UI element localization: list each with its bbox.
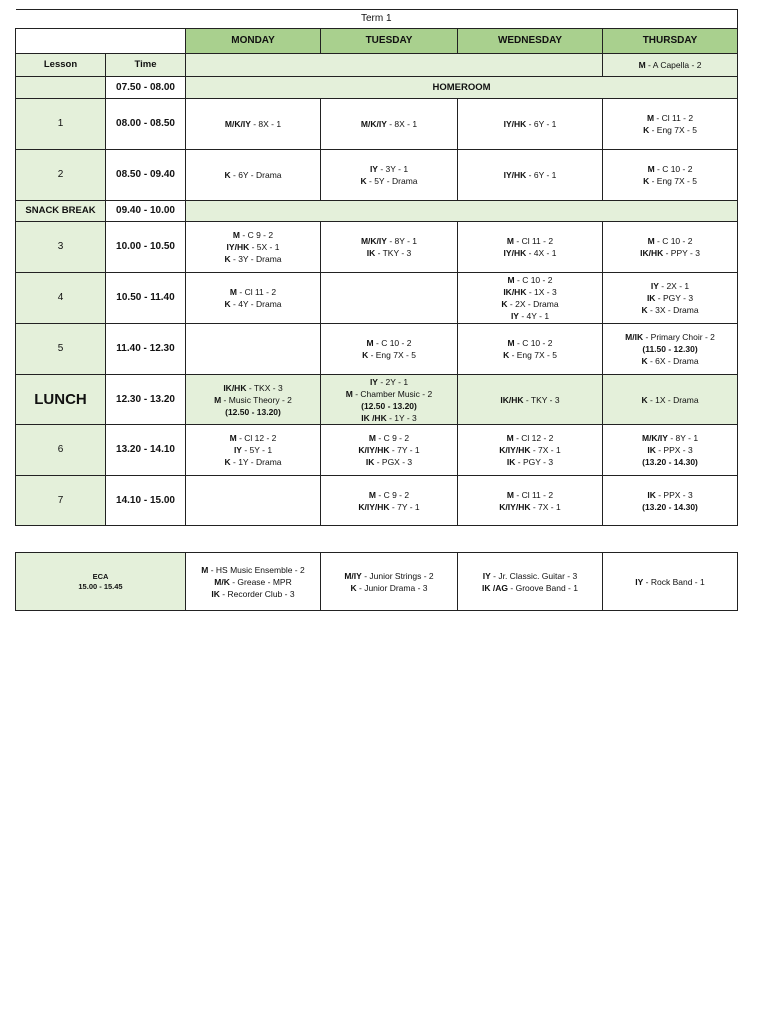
eca-cell — [186, 553, 321, 611]
cell-line — [321, 456, 457, 468]
cell-line — [603, 394, 737, 406]
cell-code: M — [229, 287, 238, 297]
snack-break-label: SNACK BREAK — [16, 201, 106, 222]
cell-code: IK /AG — [482, 582, 509, 593]
cell-code: IK/HK — [640, 248, 664, 258]
cell-text: - Primary Choir - 2 — [643, 332, 715, 342]
cell-text: - Eng 7X - 5 — [509, 350, 557, 360]
cell-code: IY/HK — [226, 242, 250, 252]
cell-code: K/IY/HK — [358, 445, 390, 455]
cell-code: IK/HK — [223, 382, 247, 393]
cell-code: IY/HK — [503, 170, 527, 180]
eca-time: 15.00 - 15.45 — [78, 581, 123, 591]
cell-line — [186, 406, 320, 418]
class-cell — [603, 324, 738, 375]
cell-code: IK — [646, 293, 656, 303]
cell-text: - Cl 11 - 2 — [237, 287, 277, 297]
cell-line — [321, 337, 457, 349]
cell-code: M/IY — [344, 570, 362, 581]
cell-code: K/IY/HK — [358, 501, 390, 512]
cell-line — [603, 124, 737, 136]
cell-code: IK — [365, 457, 375, 467]
cell-line — [321, 175, 457, 187]
class-cell — [321, 324, 458, 375]
cell-text: - Cl 11 - 2 — [514, 236, 554, 246]
class-cell — [186, 150, 321, 201]
cell-line — [603, 163, 737, 175]
class-cell — [603, 476, 738, 526]
cell-code: M — [638, 60, 646, 70]
lesson-number: 2 — [16, 150, 106, 201]
cell-line — [458, 169, 602, 181]
cell-line — [458, 274, 602, 286]
cell-text: - Eng 7X - 5 — [649, 176, 697, 186]
cell-code: M — [647, 164, 655, 174]
cell-code: IY — [650, 281, 659, 291]
lesson-time: 10.50 - 11.40 — [106, 273, 186, 324]
day-wednesday: WEDNESDAY — [458, 29, 603, 54]
cell-text: - TKY - 3 — [523, 394, 560, 405]
cell-line — [603, 304, 737, 316]
class-cell — [603, 150, 738, 201]
cell-text: - Groove Band - 1 — [508, 582, 578, 593]
cell-text: - A Capella - 2 — [645, 60, 702, 70]
cell-text: - Cl 11 - 2 — [514, 489, 554, 500]
class-cell — [458, 476, 603, 526]
eca-cell — [603, 553, 738, 611]
cell-line — [458, 298, 602, 310]
cell-code: K/IY/HK — [499, 445, 531, 455]
class-cell — [321, 150, 458, 201]
cell-code: M — [368, 433, 377, 443]
lunch-cell — [603, 375, 738, 425]
cell-line — [321, 501, 457, 513]
cell-line — [603, 175, 737, 187]
cell-text: - 6Y - 1 — [526, 119, 557, 129]
cell-line — [186, 253, 320, 265]
class-cell — [186, 425, 321, 476]
cell-text: - 7Y - 1 — [389, 501, 420, 512]
cell-line — [458, 456, 602, 468]
cell-text: - 5Y - 1 — [241, 445, 273, 455]
cell-line — [186, 229, 320, 241]
cell-text: - PGY - 3 — [655, 293, 694, 303]
cell-code: IK — [211, 588, 220, 599]
cell-code: K — [643, 125, 650, 135]
cell-code: K/IY/HK — [499, 501, 531, 512]
cell-code: M/IK — [625, 332, 644, 342]
cell-line — [603, 235, 737, 247]
cell-code: M — [368, 489, 377, 500]
cell-code: M — [232, 230, 241, 240]
term-title: Term 1 — [16, 10, 738, 29]
cell-text: - 6Y - Drama — [230, 170, 282, 180]
cell-line — [321, 412, 457, 424]
cell-code: K — [224, 170, 231, 180]
cell-text: - PGY - 3 — [515, 457, 554, 467]
cell-line — [603, 489, 737, 501]
cell-text: - 8X - 1 — [386, 119, 418, 129]
cell-code: M — [506, 433, 514, 443]
lesson-number: 4 — [16, 273, 106, 324]
cell-code: IY — [482, 570, 491, 581]
class-cell — [186, 324, 321, 375]
eca-label-cell — [16, 553, 186, 611]
cell-text: - Cl 12 - 2 — [513, 433, 554, 443]
cell-code: IY/HK — [503, 119, 527, 129]
cell-line — [458, 286, 602, 298]
cell-line — [186, 241, 320, 253]
cell-line — [603, 112, 737, 124]
cell-line — [603, 576, 737, 588]
cell-line — [186, 456, 320, 468]
class-cell — [186, 476, 321, 526]
cell-text: - Grease - MPR — [229, 576, 292, 587]
cell-text: - 8Y - 1 — [667, 433, 699, 443]
day-thursday: THURSDAY — [603, 29, 738, 54]
cell-code: M/K/IY — [360, 236, 387, 246]
class-cell — [321, 99, 458, 150]
cell-line — [321, 444, 457, 456]
cell-line — [186, 169, 320, 181]
cell-code: M/K/IY — [360, 119, 387, 129]
day-monday: MONDAY — [186, 29, 321, 54]
cell-text: - 4Y - Drama — [230, 299, 282, 309]
cell-text: - Cl 12 - 2 — [236, 433, 277, 443]
lunch-label: LUNCH — [16, 375, 106, 425]
cell-text: - Jr. Classic. Guitar - 3 — [490, 570, 578, 581]
cell-code: M — [506, 236, 515, 246]
cell-text: - 1Y - Drama — [230, 457, 282, 467]
cell-text: - C 10 - 2 — [654, 236, 693, 246]
lesson-time: 13.20 - 14.10 — [106, 425, 186, 476]
cell-line — [321, 376, 457, 388]
cell-text: - 2Y - 1 — [377, 376, 409, 387]
class-cell — [186, 222, 321, 273]
cell-code: IK/HK — [503, 287, 527, 297]
cell-line — [603, 331, 737, 343]
cell-line — [186, 588, 320, 600]
cell-text: - C 9 - 2 — [240, 230, 274, 240]
class-cell — [321, 425, 458, 476]
cell-code: M — [214, 394, 222, 405]
cell-text: - 7X - 1 — [530, 445, 561, 455]
lunch-time: 12.30 - 13.20 — [106, 375, 186, 425]
cell-line — [458, 489, 602, 501]
class-cell — [458, 99, 603, 150]
cell-line — [458, 349, 602, 361]
cell-text: - 4Y - 1 — [518, 311, 550, 321]
class-cell — [458, 324, 603, 375]
cell-line — [458, 247, 602, 259]
class-cell — [603, 273, 738, 324]
cell-line — [186, 382, 320, 394]
cell-line — [603, 444, 737, 456]
class-cell — [603, 425, 738, 476]
cell-line — [321, 570, 457, 582]
class-cell — [458, 150, 603, 201]
cell-code: K — [362, 350, 369, 360]
cell-text: (13.20 - 14.30) — [642, 457, 698, 467]
cell-text: - Chamber Music - 2 — [352, 388, 433, 399]
cell-text: - Recorder Club - 3 — [219, 588, 295, 599]
cell-text: - TKY - 3 — [375, 248, 412, 258]
lesson-number: 1 — [16, 99, 106, 150]
cell-line — [458, 310, 602, 322]
cell-text: (11.50 - 12.30) — [642, 344, 698, 354]
cell-text: - Eng 7X - 5 — [368, 350, 416, 360]
cell-line — [603, 59, 737, 71]
cell-code: K — [224, 457, 231, 467]
cell-line — [321, 349, 457, 361]
cell-code: K — [224, 299, 231, 309]
cell-line — [603, 432, 737, 444]
cell-text: - 8X - 1 — [250, 119, 282, 129]
cell-text: - Cl 11 - 2 — [654, 113, 694, 123]
day-tuesday: TUESDAY — [321, 29, 458, 54]
cell-code: K — [641, 305, 648, 315]
cell-line — [603, 292, 737, 304]
cell-line — [603, 456, 737, 468]
homeroom-lesson — [16, 77, 106, 99]
cell-text: - Junior Drama - 3 — [356, 582, 428, 593]
cell-code: IK /HK — [361, 412, 387, 423]
cell-line — [186, 576, 320, 588]
cell-line — [603, 343, 737, 355]
cell-text: - HS Music Ensemble - 2 — [208, 564, 305, 575]
cell-text: - C 9 - 2 — [376, 433, 410, 443]
cell-text: (12.50 - 13.20) — [225, 406, 281, 417]
class-cell — [321, 273, 458, 324]
cell-code: K — [224, 254, 231, 264]
lesson-header: Lesson — [16, 54, 106, 77]
lesson-time: 11.40 - 12.30 — [106, 324, 186, 375]
cell-line — [458, 582, 602, 594]
cell-code: K — [503, 350, 510, 360]
cell-code: K — [641, 356, 648, 366]
cell-line — [458, 570, 602, 582]
lunch-cell — [321, 375, 458, 425]
cell-line — [458, 501, 602, 513]
corner-cell — [16, 29, 186, 54]
cell-text: - C 9 - 2 — [376, 489, 410, 500]
cell-line — [186, 432, 320, 444]
class-cell — [458, 273, 603, 324]
cell-code: M — [345, 388, 353, 399]
cell-line — [603, 280, 737, 292]
cell-text: - 2X - 1 — [658, 281, 690, 291]
cell-code: IK — [647, 445, 656, 455]
cell-text: - PPY - 3 — [663, 248, 700, 258]
cell-text: - PPX - 3 — [655, 489, 693, 500]
cell-line — [186, 394, 320, 406]
cell-line — [186, 564, 320, 576]
homeroom-label: HOMEROOM — [186, 77, 738, 99]
cell-code: M/K/IY — [224, 119, 251, 129]
cell-line — [321, 432, 457, 444]
cell-text: - 3X - Drama — [647, 305, 699, 315]
lesson-time: 08.00 - 08.50 — [106, 99, 186, 150]
cell-code: K — [643, 176, 650, 186]
cell-line — [321, 400, 457, 412]
cell-code: IK — [506, 457, 516, 467]
cell-text: - 8Y - 1 — [386, 236, 418, 246]
cell-code: M — [507, 338, 515, 348]
lesson-number: 6 — [16, 425, 106, 476]
cell-code: IK — [647, 489, 656, 500]
lunch-cell — [458, 375, 603, 425]
cell-text: - 3Y - Drama — [230, 254, 282, 264]
cell-line — [321, 247, 457, 259]
cell-text: - 7Y - 1 — [389, 445, 420, 455]
homeroom-time: 07.50 - 08.00 — [106, 77, 186, 99]
cell-text: - 2X - Drama — [507, 299, 559, 309]
cell-code: IY — [635, 576, 644, 587]
cell-code: IY — [369, 164, 378, 174]
cell-code: M — [646, 113, 655, 123]
eca-cell — [458, 553, 603, 611]
timetable — [15, 9, 738, 526]
cell-line — [321, 582, 457, 594]
lesson-time: 10.00 - 10.50 — [106, 222, 186, 273]
cell-line — [321, 388, 457, 400]
cell-code: IY — [233, 445, 242, 455]
cell-line — [321, 489, 457, 501]
cell-code: M — [506, 489, 515, 500]
cell-code: M — [366, 338, 374, 348]
class-cell — [603, 99, 738, 150]
class-cell — [458, 222, 603, 273]
cell-text: - 1X - Drama — [647, 394, 699, 405]
cell-line — [458, 394, 602, 406]
cell-text: - C 10 - 2 — [373, 338, 412, 348]
cell-code: K — [501, 299, 508, 309]
cell-code: IY/HK — [503, 248, 527, 258]
lesson-number: 3 — [16, 222, 106, 273]
class-cell — [321, 222, 458, 273]
eca-cell — [321, 553, 458, 611]
cell-line — [186, 298, 320, 310]
class-cell — [186, 273, 321, 324]
thursday-note — [603, 54, 738, 77]
cell-code: IY — [369, 376, 378, 387]
cell-text: - Junior Strings - 2 — [361, 570, 434, 581]
cell-text: - 6Y - 1 — [526, 170, 557, 180]
snack-break-fill — [186, 201, 738, 222]
lesson-number: 5 — [16, 324, 106, 375]
lunch-cell — [186, 375, 321, 425]
lesson-number: 7 — [16, 476, 106, 526]
cell-code: IK/HK — [500, 394, 524, 405]
cell-text: - 1X - 3 — [526, 287, 557, 297]
class-cell — [186, 99, 321, 150]
snack-break-time: 09.40 - 10.00 — [106, 201, 186, 222]
cell-code: K — [360, 176, 367, 186]
cell-line — [603, 501, 737, 513]
cell-line — [321, 235, 457, 247]
cell-text: (12.50 - 13.20) — [361, 400, 417, 411]
cell-line — [458, 444, 602, 456]
cell-text: - PGX - 3 — [374, 457, 413, 467]
cell-text: - Eng 7X - 5 — [649, 125, 697, 135]
cell-code: M — [229, 433, 237, 443]
cell-code: M — [647, 236, 655, 246]
cell-line — [186, 286, 320, 298]
cell-line — [458, 337, 602, 349]
cell-text: - 5X - 1 — [249, 242, 280, 252]
cell-text: - Rock Band - 1 — [643, 576, 705, 587]
cell-text: - C 10 - 2 — [514, 338, 553, 348]
eca-table — [15, 552, 738, 611]
cell-line — [458, 235, 602, 247]
cell-code: IY — [510, 311, 519, 321]
cell-line — [603, 247, 737, 259]
cell-text: - 6X - Drama — [647, 356, 699, 366]
lesson-time: 14.10 - 15.00 — [106, 476, 186, 526]
cell-text: - 4X - 1 — [526, 248, 557, 258]
cell-line — [186, 118, 320, 130]
cell-code: IK — [366, 248, 376, 258]
cell-code: M/K — [214, 576, 230, 587]
cell-text: - C 10 - 2 — [654, 164, 693, 174]
class-cell — [321, 476, 458, 526]
cell-code: M/K/IY — [641, 433, 668, 443]
cell-line — [603, 355, 737, 367]
cell-text: - 5Y - Drama — [366, 176, 418, 186]
cell-text: - 7X - 1 — [530, 501, 561, 512]
cell-line — [321, 118, 457, 130]
cell-code: M — [201, 564, 209, 575]
header-blank — [186, 54, 603, 77]
cell-line — [458, 432, 602, 444]
time-header: Time — [106, 54, 186, 77]
cell-text: - 3Y - 1 — [377, 164, 409, 174]
cell-text: (13.20 - 14.30) — [642, 501, 698, 512]
cell-line — [321, 163, 457, 175]
lesson-time: 08.50 - 09.40 — [106, 150, 186, 201]
cell-code: M — [507, 275, 515, 285]
cell-text: - 1Y - 3 — [386, 412, 417, 423]
cell-code: K — [350, 582, 357, 593]
cell-text: - C 10 - 2 — [514, 275, 553, 285]
cell-code: K — [641, 394, 648, 405]
cell-text: - PPX - 3 — [655, 445, 693, 455]
eca-label: ECA — [92, 571, 109, 581]
cell-text: - Music Theory - 2 — [221, 394, 292, 405]
cell-line — [458, 118, 602, 130]
cell-text: - TKX - 3 — [246, 382, 283, 393]
cell-line — [186, 444, 320, 456]
class-cell — [458, 425, 603, 476]
class-cell — [603, 222, 738, 273]
